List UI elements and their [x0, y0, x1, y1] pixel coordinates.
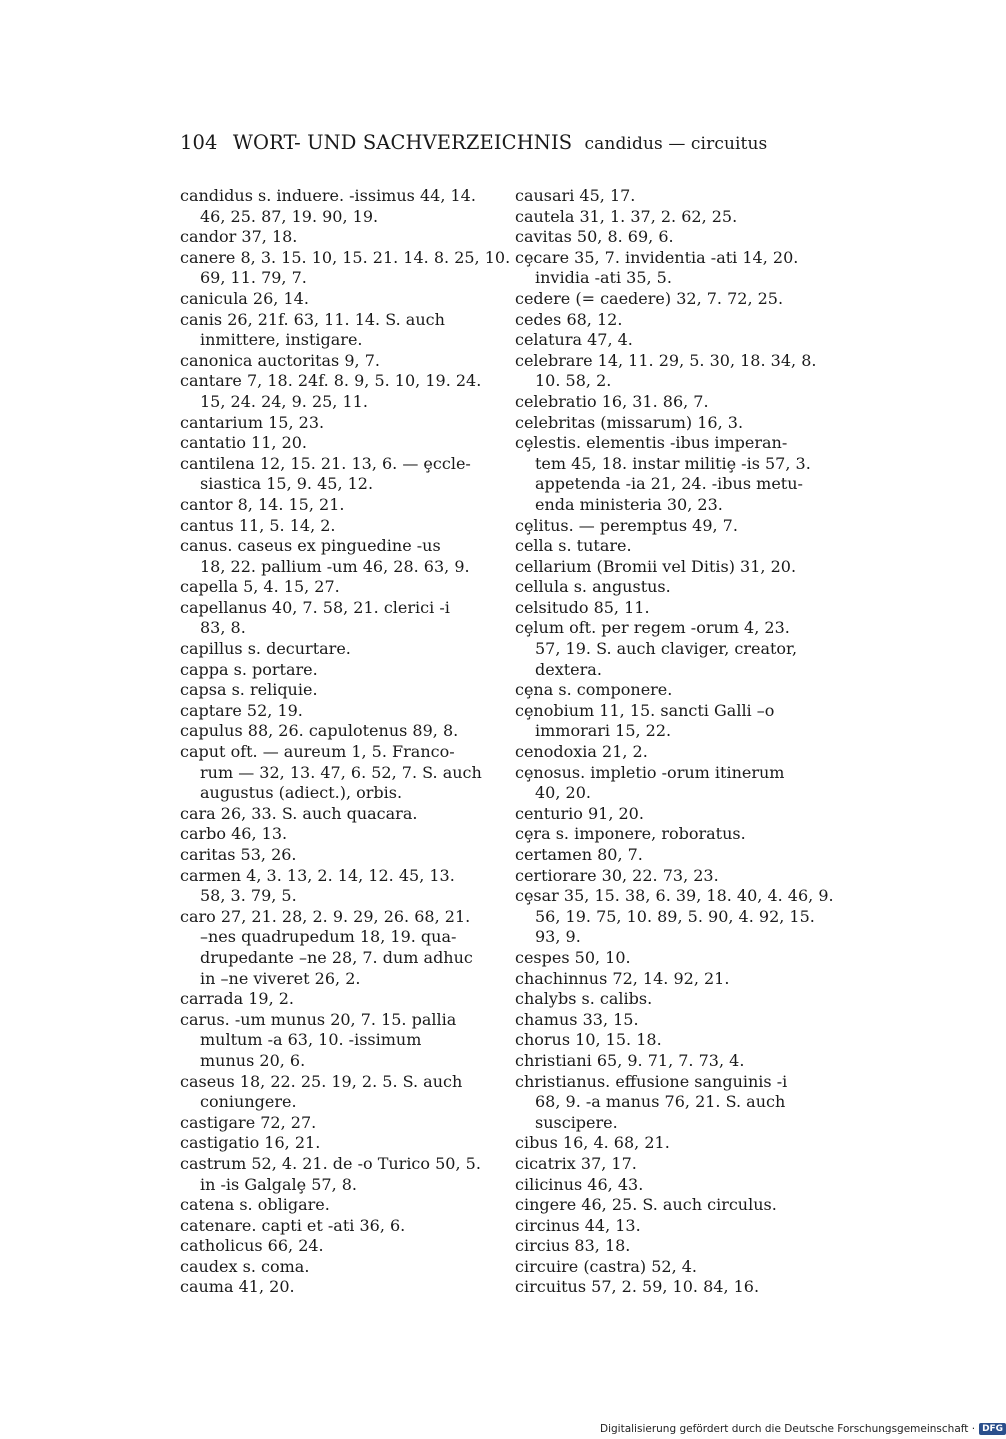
index-column-right: [515, 186, 834, 1298]
index-entry: cautela 31, 1. 37, 2. 62, 25.: [515, 206, 738, 226]
index-entry-continuation: 93, 9.: [535, 927, 581, 947]
index-entry: capillus s. decurtare.: [180, 639, 351, 659]
index-entry-continuation: invidia -ati 35, 5.: [535, 268, 672, 288]
index-entry: centurio 91, 20.: [515, 803, 644, 823]
index-entry: cellula s. angustus.: [515, 577, 671, 597]
index-entry-continuation: munus 20, 6.: [200, 1050, 306, 1070]
index-entry-continuation: in –ne viveret 26, 2.: [200, 968, 361, 988]
index-entry: candidus s. induere. -issimus 44, 14.: [180, 186, 476, 205]
index-entry-continuation: –nes quadrupedum 18, 19. qua-: [200, 927, 457, 947]
index-entry: carus. -um munus 20, 7. 15. pallia: [180, 1009, 457, 1029]
index-entry: cantus 11, 5. 14, 2.: [180, 515, 336, 535]
index-entry: cantare 7, 18. 24f. 8. 9, 5. 10, 19. 24.: [180, 371, 482, 391]
index-entry-continuation: enda ministeria 30, 23.: [535, 494, 723, 514]
index-entry: cȩlestis. elementis -ibus imperan-: [515, 433, 788, 453]
index-entry: chalybs s. calibs.: [515, 989, 653, 1009]
index-entry: capellanus 40, 7. 58, 21. clerici -i: [180, 597, 450, 617]
index-entry: caseus 18, 22. 25. 19, 2. 5. S. auch: [180, 1071, 463, 1091]
index-entry-continuation: inmittere, instigare.: [200, 330, 363, 350]
index-entry-continuation: 15, 24. 24, 9. 25, 11.: [200, 391, 368, 411]
index-entry: cȩsar 35, 15. 38, 6. 39, 18. 40, 4. 46, 9.: [515, 886, 834, 906]
index-entry: circuitus 57, 2. 59, 10. 84, 16.: [515, 1277, 760, 1297]
index-entry-continuation: multum -a 63, 10. -issimum: [200, 1030, 422, 1050]
index-entry: candor 37, 18.: [180, 227, 298, 247]
index-entry-continuation: 58, 3. 79, 5.: [200, 886, 297, 906]
index-entry-continuation: siastica 15, 9. 45, 12.: [200, 474, 374, 494]
index-entry: cantilena 12, 15. 21. 13, 6. — ȩccle-: [180, 453, 471, 473]
index-entry: cavitas 50, 8. 69, 6.: [515, 227, 674, 247]
index-entry: causari 45, 17.: [515, 186, 636, 205]
index-entry-continuation: coniungere.: [200, 1092, 297, 1112]
index-entry: cenodoxia 21, 2.: [515, 742, 648, 762]
index-entry: cedere (= caedere) 32, 7. 72, 25.: [515, 288, 784, 308]
index-entry: cȩna s. componere.: [515, 680, 673, 700]
index-entry: chorus 10, 15. 18.: [515, 1030, 662, 1050]
index-entry: canicula 26, 14.: [180, 288, 309, 308]
index-entry: carrada 19, 2.: [180, 989, 294, 1009]
page-header: [180, 131, 820, 154]
index-entry: cicatrix 37, 17.: [515, 1153, 637, 1173]
index-entry: cella s. tutare.: [515, 536, 632, 556]
index-entry: castigare 72, 27.: [180, 1112, 317, 1132]
index-entry: catenare. capti et -ati 36, 6.: [180, 1215, 406, 1235]
section-title: WORT- UND SACHVERZEICHNIS: [232, 131, 573, 154]
index-entry: caritas 53, 26.: [180, 845, 297, 864]
index-entry: cellarium (Bromii vel Ditis) 31, 20.: [515, 556, 797, 576]
index-entry-continuation: 83, 8.: [200, 618, 246, 638]
index-entry: carmen 4, 3. 13, 2. 14, 12. 45, 13.: [180, 865, 455, 885]
index-entry: circinus 44, 13.: [515, 1215, 641, 1235]
index-entry: cedes 68, 12.: [515, 309, 623, 329]
index-entry: capsa s. reliquie.: [180, 680, 318, 700]
index-entry: cȩlum oft. per regem -orum 4, 23.: [515, 618, 790, 638]
index-entry: captare 52, 19.: [180, 700, 303, 720]
index-entry: chachinnus 72, 14. 92, 21.: [515, 968, 730, 988]
index-entry: caro 27, 21. 28, 2. 9. 29, 26. 68, 21.: [180, 906, 471, 926]
index-entry: cȩnosus. impletio -orum itinerum: [515, 762, 785, 782]
index-entry-continuation: suscipere.: [535, 1112, 618, 1132]
index-entry: celatura 47, 4.: [515, 330, 633, 350]
index-entry-continuation: augustus (adiect.), orbis.: [200, 783, 403, 803]
index-entry: cȩnobium 11, 15. sancti Galli –o: [515, 700, 775, 720]
index-entry: cespes 50, 10.: [515, 947, 631, 967]
index-entry-continuation: 56, 19. 75, 10. 89, 5. 90, 4. 92, 15.: [535, 906, 815, 926]
footer-credit: Digitalisierung gefördert durch die Deutsche Forschungsgemeinschaft ·: [600, 1423, 976, 1435]
index-entry: capulus 88, 26. capulotenus 89, 8.: [180, 721, 459, 741]
index-entry: christiani 65, 9. 71, 7. 73, 4.: [515, 1050, 745, 1070]
index-entry-continuation: drupedante –ne 28, 7. dum adhuc: [200, 947, 473, 967]
index-entry: caudex s. coma.: [180, 1256, 310, 1276]
index-entry-continuation: dextera.: [535, 659, 602, 679]
index-entry: cingere 46, 25. S. auch circulus.: [515, 1195, 777, 1215]
index-entry: certamen 80, 7.: [515, 845, 643, 864]
index-entry: castrum 52, 4. 21. de -o Turico 50, 5.: [180, 1153, 481, 1173]
index-entry-continuation: 69, 11. 79, 7.: [200, 268, 307, 288]
index-entry: cara 26, 33. S. auch quacara.: [180, 803, 418, 823]
index-entry: carbo 46, 13.: [180, 824, 288, 844]
index-entry-continuation: tem 45, 18. instar militiȩ -is 57, 3.: [535, 453, 811, 473]
dfg-logo: DFG: [979, 1423, 1006, 1435]
index-entry: cauma 41, 20.: [180, 1277, 295, 1297]
index-entry-continuation: appetenda -ia 21, 24. -ibus metu-: [535, 474, 803, 494]
index-entry-continuation: 68, 9. -a manus 76, 21. S. auch: [535, 1092, 786, 1112]
index-entry-continuation: 40, 20.: [535, 783, 591, 803]
index-entry: cȩra s. imponere, roboratus.: [515, 824, 746, 844]
index-entry: celebritas (missarum) 16, 3.: [515, 412, 744, 432]
index-entry: cibus 16, 4. 68, 21.: [515, 1133, 670, 1153]
index-entry: capella 5, 4. 15, 27.: [180, 577, 340, 597]
index-column-left: [180, 186, 511, 1298]
index-entry: cantatio 11, 20.: [180, 433, 308, 453]
index-entry: circuire (castra) 52, 4.: [515, 1256, 698, 1276]
index-entry: cȩcare 35, 7. invidentia -ati 14, 20.: [515, 247, 799, 267]
footer: [600, 1423, 1006, 1435]
index-entry-continuation: immorari 15, 22.: [535, 721, 672, 741]
entry-range: candidus — circuitus: [584, 134, 768, 154]
index-entry-continuation: 10. 58, 2.: [535, 371, 612, 391]
index-entry: canus. caseus ex pinguedine -us: [180, 536, 441, 556]
index-entry: caput oft. — aureum 1, 5. Franco-: [180, 742, 455, 762]
index-entry: cilicinus 46, 43.: [515, 1174, 644, 1194]
index-entry: catholicus 66, 24.: [180, 1236, 324, 1256]
index-entry-continuation: 46, 25. 87, 19. 90, 19.: [200, 206, 379, 226]
index-entry: cappa s. portare.: [180, 659, 318, 679]
index-entry: celebrare 14, 11. 29, 5. 30, 18. 34, 8.: [515, 350, 817, 370]
index-entry: catena s. obligare.: [180, 1195, 330, 1215]
index-entry: cȩlitus. — peremptus 49, 7.: [515, 515, 738, 535]
index-entry-continuation: rum — 32, 13. 47, 6. 52, 7. S. auch: [200, 762, 482, 782]
index-entry: celebratio 16, 31. 86, 7.: [515, 391, 709, 411]
index-entry: celsitudo 85, 11.: [515, 597, 650, 617]
index-entry: canis 26, 21f. 63, 11. 14. S. auch: [180, 309, 445, 329]
index-entry: circius 83, 18.: [515, 1236, 631, 1256]
index-entry: castigatio 16, 21.: [180, 1133, 321, 1153]
index-entry: canonica auctoritas 9, 7.: [180, 350, 380, 370]
index-entry-continuation: in -is Galgalȩ 57, 8.: [200, 1174, 358, 1194]
index-entry: certiorare 30, 22. 73, 23.: [515, 865, 719, 885]
index-entry: cantor 8, 14. 15, 21.: [180, 494, 345, 514]
index-entry: cantarium 15, 23.: [180, 412, 325, 432]
index-entry-continuation: 57, 19. S. auch claviger, creator,: [535, 639, 798, 659]
index-entry-continuation: 18, 22. pallium -um 46, 28. 63, 9.: [200, 556, 470, 576]
index-entry: christianus. effusione sanguinis -i: [515, 1071, 788, 1091]
index-entry: chamus 33, 15.: [515, 1009, 639, 1029]
page-number: 104: [180, 131, 218, 154]
index-entry: canere 8, 3. 15. 10, 15. 21. 14. 8. 25, 10.: [180, 247, 511, 267]
